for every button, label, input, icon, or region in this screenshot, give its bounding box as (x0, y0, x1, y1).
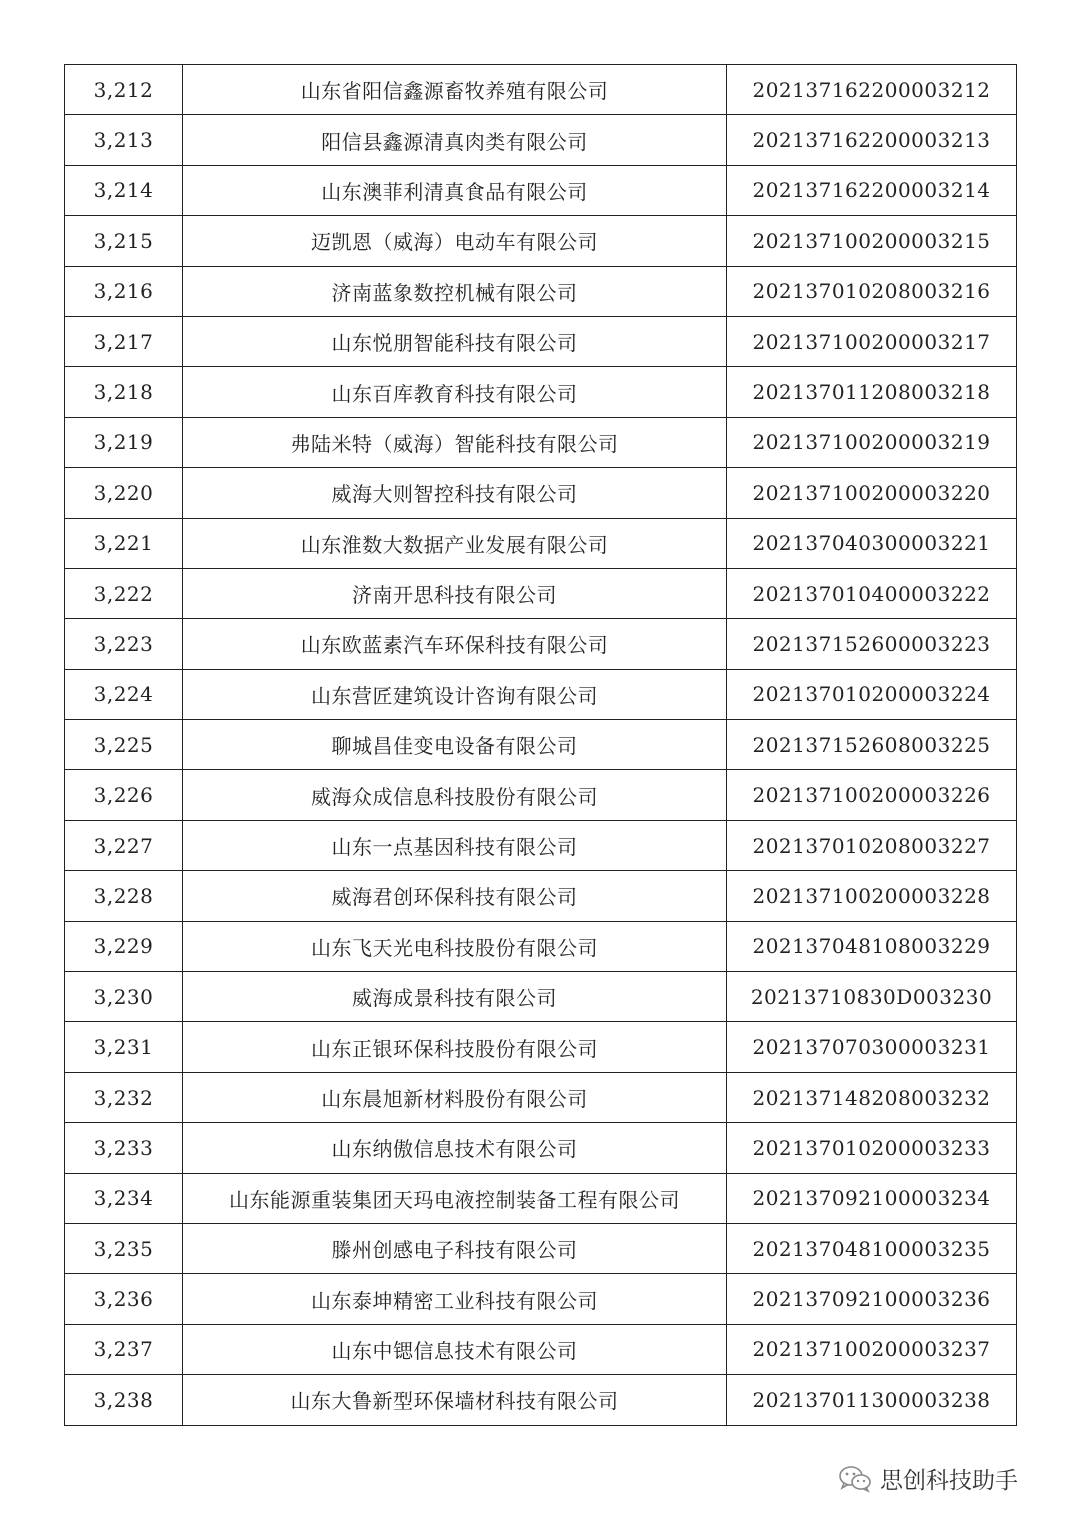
registration-code: 202137100200003226 (727, 770, 1017, 820)
registration-code: 20213710830D003230 (727, 972, 1017, 1022)
company-name: 山东纳傲信息技术有限公司 (183, 1123, 727, 1173)
company-name: 聊城昌佳变电设备有限公司 (183, 720, 727, 770)
table-row (65, 1223, 1017, 1273)
registration-code: 202137152600003223 (727, 619, 1017, 669)
company-registry-table (64, 64, 1017, 1426)
registration-code: 202137010208003227 (727, 820, 1017, 870)
table-row (65, 1072, 1017, 1122)
company-name: 山东一点基因科技有限公司 (183, 820, 727, 870)
registration-code: 202137100200003219 (727, 417, 1017, 467)
table-row (65, 1022, 1017, 1072)
company-name: 威海成景科技有限公司 (183, 972, 727, 1022)
table-row (65, 367, 1017, 417)
row-number: 3,213 (65, 115, 183, 165)
row-number: 3,238 (65, 1375, 183, 1425)
row-number: 3,229 (65, 921, 183, 971)
company-name: 滕州创感电子科技有限公司 (183, 1223, 727, 1273)
row-number: 3,218 (65, 367, 183, 417)
table-row (65, 770, 1017, 820)
company-name: 济南蓝象数控机械有限公司 (183, 266, 727, 316)
row-number: 3,214 (65, 165, 183, 215)
registration-code: 202137100200003215 (727, 216, 1017, 266)
company-name: 山东百库教育科技有限公司 (183, 367, 727, 417)
row-number: 3,234 (65, 1173, 183, 1223)
table-row (65, 115, 1017, 165)
row-number: 3,232 (65, 1072, 183, 1122)
registration-code: 202137011300003238 (727, 1375, 1017, 1425)
row-number: 3,233 (65, 1123, 183, 1173)
company-name: 威海君创环保科技有限公司 (183, 871, 727, 921)
registration-code: 202137100200003220 (727, 468, 1017, 518)
company-name: 山东能源重装集团天玛电液控制装备工程有限公司 (183, 1173, 727, 1223)
registration-code: 202137010208003216 (727, 266, 1017, 316)
registration-code: 202137162200003212 (727, 65, 1017, 115)
watermark-text: 思创科技助手 (880, 1468, 1018, 1494)
registration-code: 202137070300003231 (727, 1022, 1017, 1072)
registration-code: 202137162200003213 (727, 115, 1017, 165)
row-number: 3,225 (65, 720, 183, 770)
row-number: 3,235 (65, 1223, 183, 1273)
registration-code: 202137092100003234 (727, 1173, 1017, 1223)
row-number: 3,230 (65, 972, 183, 1022)
table-row (65, 165, 1017, 215)
table-row (65, 669, 1017, 719)
table-row (65, 1375, 1017, 1425)
table-body (65, 65, 1017, 1426)
table-row (65, 65, 1017, 115)
company-name: 威海大则智控科技有限公司 (183, 468, 727, 518)
registration-code: 202137162200003214 (727, 165, 1017, 215)
company-name: 山东省阳信鑫源畜牧养殖有限公司 (183, 65, 727, 115)
table-row (65, 972, 1017, 1022)
registration-code: 202137100200003217 (727, 316, 1017, 366)
wechat-icon (838, 1465, 872, 1493)
company-name: 山东晨旭新材料股份有限公司 (183, 1072, 727, 1122)
row-number: 3,221 (65, 518, 183, 568)
row-number: 3,226 (65, 770, 183, 820)
company-name: 山东欧蓝素汽车环保科技有限公司 (183, 619, 727, 669)
table-row (65, 316, 1017, 366)
row-number: 3,224 (65, 669, 183, 719)
registration-code: 202137010200003233 (727, 1123, 1017, 1173)
row-number: 3,237 (65, 1324, 183, 1374)
company-name: 威海众成信息科技股份有限公司 (183, 770, 727, 820)
table-row (65, 1324, 1017, 1374)
company-name: 山东泰坤精密工业科技有限公司 (183, 1274, 727, 1324)
company-name: 山东澳菲利清真食品有限公司 (183, 165, 727, 215)
company-name: 山东大鲁新型环保墙材科技有限公司 (183, 1375, 727, 1425)
company-name: 山东飞天光电科技股份有限公司 (183, 921, 727, 971)
registration-code: 202137100200003237 (727, 1324, 1017, 1374)
row-number: 3,212 (65, 65, 183, 115)
table-row (65, 518, 1017, 568)
row-number: 3,217 (65, 316, 183, 366)
row-number: 3,215 (65, 216, 183, 266)
registration-code: 202137152608003225 (727, 720, 1017, 770)
registration-code: 202137040300003221 (727, 518, 1017, 568)
row-number: 3,228 (65, 871, 183, 921)
company-name: 迈凯恩（威海）电动车有限公司 (183, 216, 727, 266)
registration-code: 202137011208003218 (727, 367, 1017, 417)
row-number: 3,216 (65, 266, 183, 316)
registration-code: 202137092100003236 (727, 1274, 1017, 1324)
table-row (65, 1173, 1017, 1223)
company-name: 山东中锶信息技术有限公司 (183, 1324, 727, 1374)
table-row (65, 720, 1017, 770)
registration-code: 202137048100003235 (727, 1223, 1017, 1273)
table-row (65, 266, 1017, 316)
registration-code: 202137010400003222 (727, 568, 1017, 618)
company-name: 济南开思科技有限公司 (183, 568, 727, 618)
company-name: 山东营匠建筑设计咨询有限公司 (183, 669, 727, 719)
table-row (65, 820, 1017, 870)
row-number: 3,223 (65, 619, 183, 669)
company-name: 山东正银环保科技股份有限公司 (183, 1022, 727, 1072)
table-row (65, 1274, 1017, 1324)
row-number: 3,222 (65, 568, 183, 618)
row-number: 3,236 (65, 1274, 183, 1324)
registration-code: 202137148208003232 (727, 1072, 1017, 1122)
table-row (65, 619, 1017, 669)
registration-code: 202137010200003224 (727, 669, 1017, 719)
table-row (65, 417, 1017, 467)
company-name: 山东悦朋智能科技有限公司 (183, 316, 727, 366)
table-row (65, 468, 1017, 518)
row-number: 3,227 (65, 820, 183, 870)
table-row (65, 921, 1017, 971)
row-number: 3,231 (65, 1022, 183, 1072)
registration-code: 202137048108003229 (727, 921, 1017, 971)
company-name: 阳信县鑫源清真肉类有限公司 (183, 115, 727, 165)
table-row (65, 871, 1017, 921)
registration-code: 202137100200003228 (727, 871, 1017, 921)
watermark (838, 1462, 1018, 1495)
row-number: 3,220 (65, 468, 183, 518)
table-row (65, 568, 1017, 618)
company-name: 弗陆米特（威海）智能科技有限公司 (183, 417, 727, 467)
table-row (65, 216, 1017, 266)
row-number: 3,219 (65, 417, 183, 467)
company-name: 山东淮数大数据产业发展有限公司 (183, 518, 727, 568)
table-row (65, 1123, 1017, 1173)
